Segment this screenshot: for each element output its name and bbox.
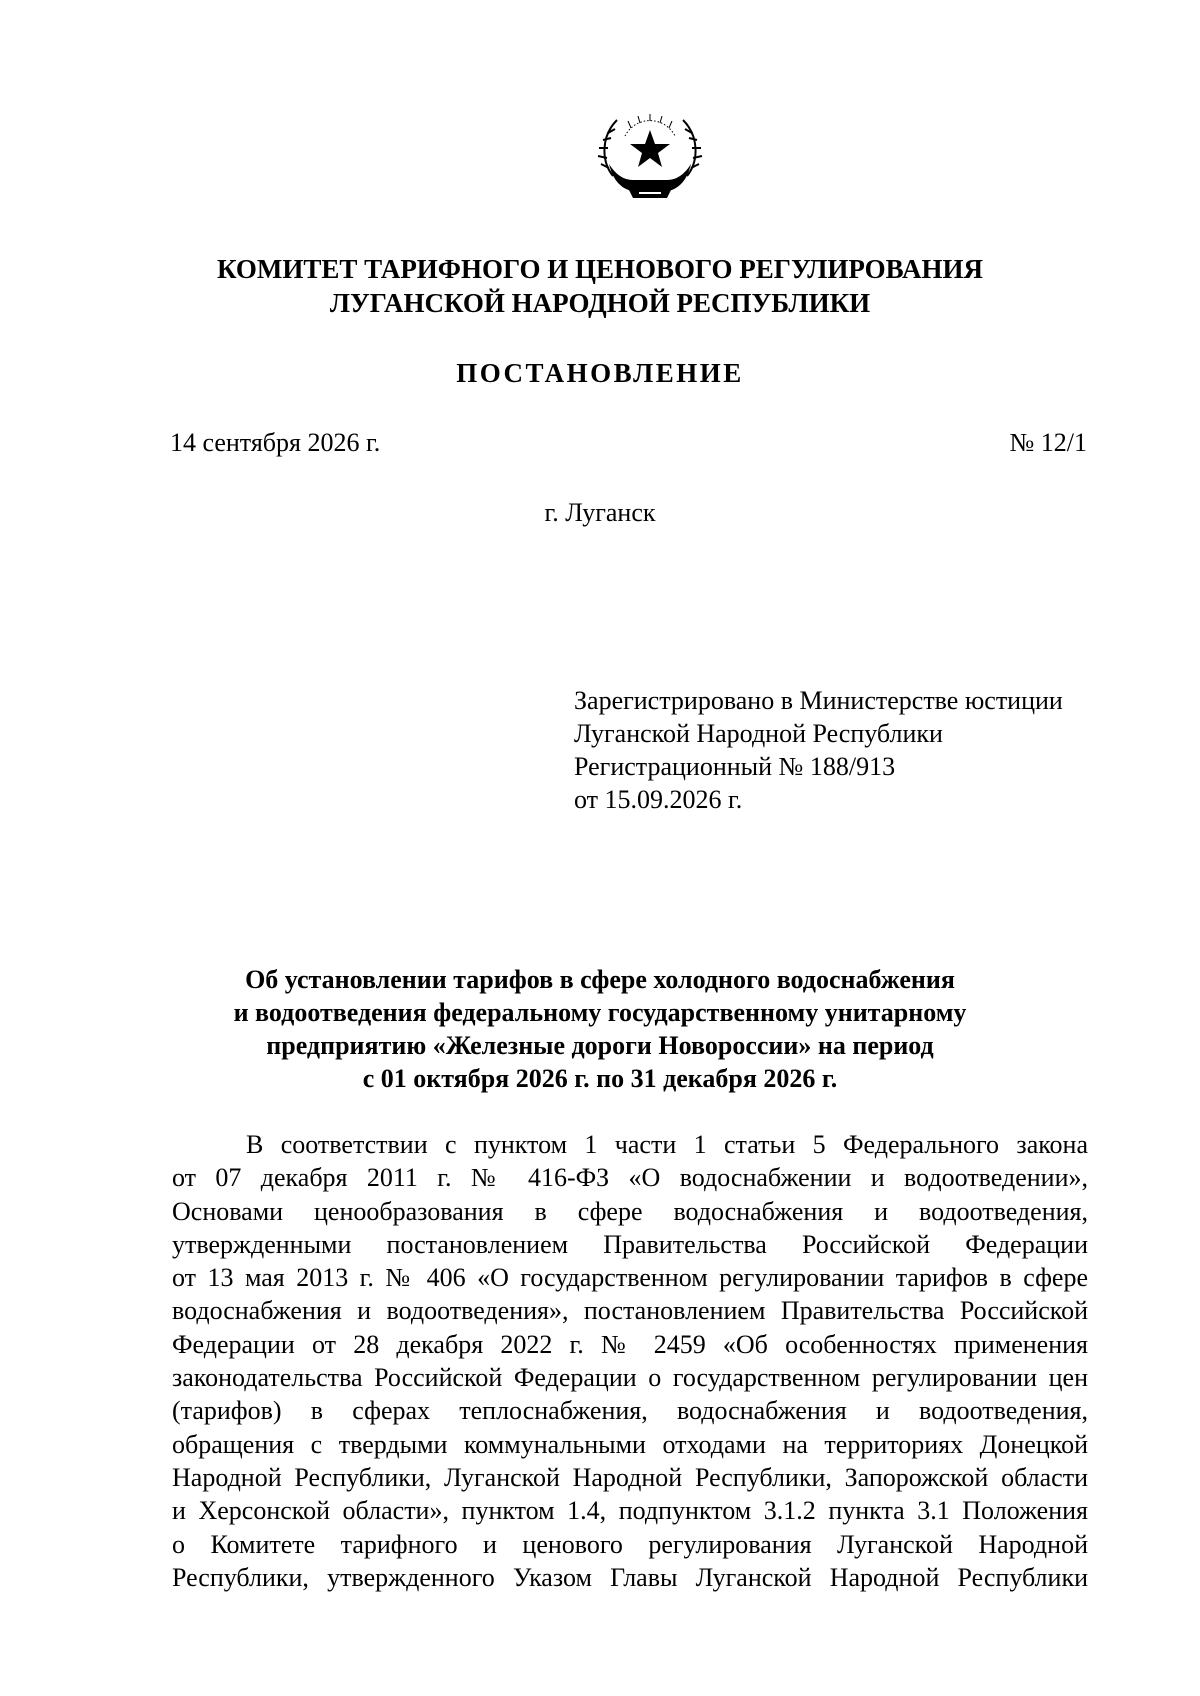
- title-line: предприятию «Железные дороги Новороссии» на период: [266, 1031, 934, 1060]
- body-line: утвержденными постановлением Правительства Российской Федерации: [172, 1229, 1088, 1259]
- body-line: от 07 декабря 2011 г. № 416-ФЗ «О водоснабжении и водоотведении»,: [172, 1163, 1088, 1193]
- title-line: с 01 октября 2026 г. по 31 декабря 2026 г.: [362, 1064, 838, 1093]
- body-line: обращения с твердыми коммунальными отходами на территориях Донецкой: [172, 1429, 1088, 1459]
- body-line: водоснабжения и водоотведения», постановлением Правительства Российской: [172, 1296, 1088, 1326]
- org-name-line2: ЛУГАНСКОЙ НАРОДНОЙ РЕСПУБЛИКИ: [329, 288, 871, 318]
- org-name-line1: КОМИТЕТ ТАРИФНОГО И ЦЕНОВОГО РЕГУЛИРОВАНИЯ: [216, 254, 983, 284]
- document-type: ПОСТАНОВЛЕНИЕ: [456, 358, 744, 388]
- coat-of-arms-icon: [595, 106, 705, 202]
- body-line: о Комитете тарифного и ценового регулирования Луганской Народной: [172, 1529, 1088, 1559]
- document-city: г. Луганск: [544, 498, 656, 527]
- body-line: законодательства Российской Федерации о государственном регулировании цен: [172, 1363, 1088, 1393]
- document-number: № 12/1: [1009, 428, 1087, 457]
- registration-line: Регистрационный № 188/913: [574, 752, 896, 781]
- registration-line: Зарегистрировано в Министерстве юстиции: [574, 686, 1063, 715]
- registration-line: Луганской Народной Республики: [574, 719, 943, 748]
- registration-line: от 15.09.2026 г.: [574, 785, 743, 814]
- body-line: и Херсонской области», пунктом 1.4, подпунктом 3.1.2 пункта 3.1 Положения: [172, 1496, 1088, 1526]
- body-line: Республики, утвержденного Указом Главы Луганской Народной Республики: [172, 1562, 1088, 1592]
- document-date: 14 сентября 2026 г.: [170, 428, 381, 457]
- body-line: Народной Республики, Луганской Народной Республики, Запорожской области: [172, 1462, 1088, 1492]
- document-title: [150, 963, 1050, 1095]
- body-line: В соответствии с пунктом 1 части 1 статьи 5 Федерального закона: [246, 1130, 1088, 1159]
- body-line: (тарифов) в сферах теплоснабжения, водоснабжения и водоотведения,: [172, 1396, 1088, 1426]
- body-paragraph: [172, 1128, 1088, 1594]
- title-line: и водоотведения федеральному государственному унитарному: [233, 998, 967, 1027]
- title-line: Об установлении тарифов в сфере холодного водоснабжения: [245, 965, 955, 994]
- body-line: Федерации от 28 декабря 2022 г. № 2459 «Об особенностях применения: [172, 1329, 1088, 1359]
- body-line: от 13 мая 2013 г. № 406 «О государственном регулировании тарифов в сфере: [172, 1263, 1088, 1293]
- body-line: Основами ценообразования в сфере водоснабжения и водоотведения,: [172, 1196, 1088, 1226]
- registration-block: [574, 684, 1094, 816]
